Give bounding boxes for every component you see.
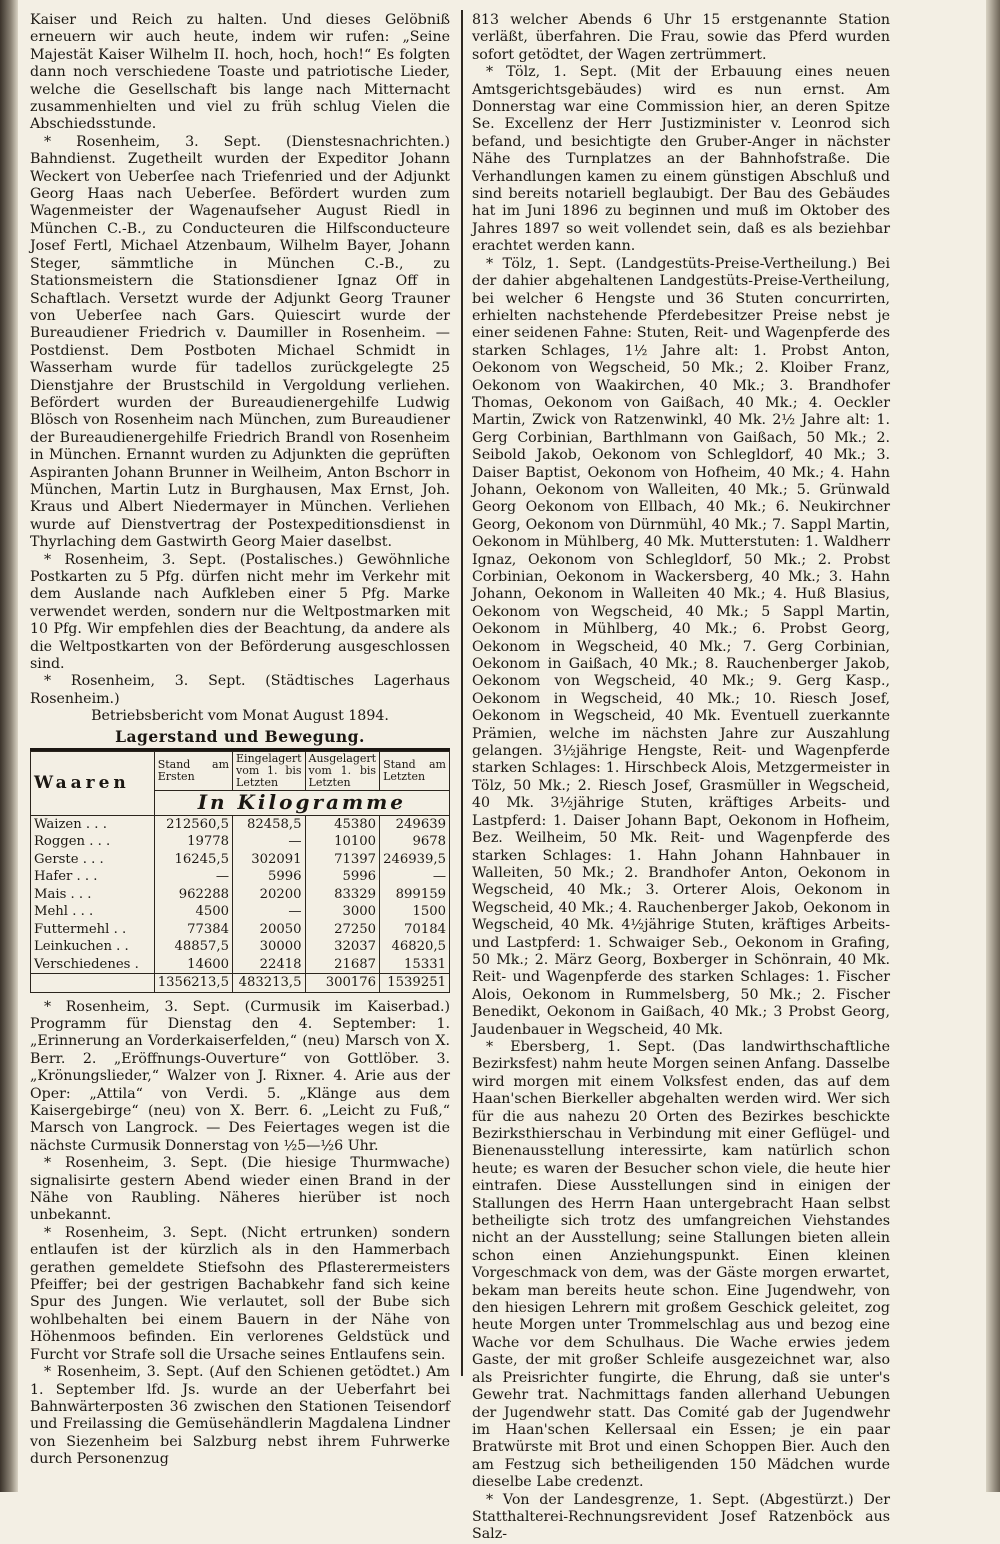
cell-out: 5996 [305,868,380,886]
cell-out: 45380 [305,815,380,833]
row-name: Futtermehl . . [31,921,155,939]
cell-in: 20050 [233,921,306,939]
cell-last: — [380,868,450,886]
total-first: 1356213,5 [154,974,232,993]
table-row [31,833,450,851]
table-total-row [31,974,450,993]
article-lagerhaus: * Rosenheim, 3. Sept. (Städtisches Lagerhaus Rosenheim.) [30,673,450,707]
total-last: 1539251 [380,974,450,993]
unit-label: In Kilogramme [154,791,449,816]
cell-first: 16245,5 [154,851,232,869]
table-row [31,868,450,886]
article-nicht-ertrunken: * Rosenheim, 3. Sept. (Nicht ertrunken) sondern entlaufen ist der kürzlich als in den Hammerbach gerathen gemeldete Stiefsohn des Pflasterermeisters Pfeiffer; bei der gestrigen Bachabkehr fand sich keine Spur des Jungen. Wie verlautet, soll der Bube sich wohlbehalten bei einem Bauern in der Nähe von Höhenmoos befinden. Ein verlorenes Geldstück und Furcht vor Strafe soll die Ursache seines Entlaufens sein. [30,1224,450,1363]
cell-first: — [154,868,232,886]
cell-first: 212560,5 [154,815,232,833]
cell-last: 46820,5 [380,938,450,956]
cell-first: 962288 [154,886,232,904]
cell-last: 899159 [380,886,450,904]
table-row [31,921,450,939]
right-column [472,12,890,1544]
cell-first: 48857,5 [154,938,232,956]
cell-in: 302091 [233,851,306,869]
bleed-through-area [30,1382,890,1412]
row-name: Mais . . . [31,886,155,904]
cell-first: 4500 [154,903,232,921]
cell-out: 21687 [305,956,380,974]
article-toelz-amtsgericht: * Tölz, 1. Sept. (Mit der Erbauung eines neuen Amtsgerichtsgebäudes) wird es nun ernst. Am Donnerstag war eine Commission hier, an deren Spitze Se. Excellenz der Herr Justizminister v. Leonrod sich befand, und besichtigte den Gruber-Anger in nächster Nähe des Turnplatzes an der Bahnhofstraße. Die Verhandlungen kamen zu einem günstigen Abschluß und sind bereits notariell beglaubigt. Der Bau des Gebäudes hat im Juni 1896 zu beginnen und muß im Oktober des Jahres 1897 so weit vollendet sein, daß es als beziehbar erachtet werden kann. [472,64,890,255]
article-thurmwache: * Rosenheim, 3. Sept. (Die hiesige Thurmwache) signalisirte gestern Abend wieder einen Brand in der Nähe von Raubling. Näheres hierüber ist noch unbekannt. [30,1155,450,1224]
cell-last: 249639 [380,815,450,833]
article-curmusik: * Rosenheim, 3. Sept. (Curmusik im Kaiserbad.) Programm für Dienstag den 4. September: 1. „Erinnerung an Vorderkaiserfelden,“ (neu) Marsch von X. Berr. 2. „Eröffnungs-Ouverture“ von Gottlöber. 3. „Krönungslieder,“ Walzer von J. Rixner. 4. Arie aus der Oper: „Attila“ von Verdi. 5. „Klänge aus dem Kaisergebirge“ (neu) von X. Berr. 6. „Leicht zu Fuß,“ Marsch von Langrock. — Des Feiertages wegen ist die nächste Curmusik Donnerstag von ½5—½6 Uhr. [30,998,450,1154]
cell-in: 22418 [233,956,306,974]
cell-out: 71397 [305,851,380,869]
cell-out: 32037 [305,938,380,956]
cell-first: 77384 [154,921,232,939]
row-name: Gerste . . . [31,851,155,869]
cell-out: 27250 [305,921,380,939]
article-ebersberg: * Ebersberg, 1. Sept. (Das landwirthschaftliche Bezirksfest) nahm heute Morgen seinen Anfang. Dasselbe wird morgen mit einem Volksfest enden, das auf dem Haan'schen Bierkeller abgehalten werden wird. Wer sich für die aus nahezu 20 Orten des Bezirkes beschickte Bezirksthierschau in Verbindung mit einer Geflügel- und Bienenausstellung interessirte, kam natürlich schon heute; es waren der Besucher schon viele, die heute hier eintrafen. Diese Ausstellungen sind in einigen der Stallungen des Herrn Haan untergebracht Haan selbst betheiligte sich trotz des umfangreichen Viehstandes nicht an der Ausstellung; seine Stallungen bieten allein schon einen Anziehungspunkt. Einen kleinen Vorgeschmack von dem, was der Gäste morgen erwartet, bekam man bereits heute schon. Eine Jugendwehr, von den hiesigen Lehrern mit großem Geschick geleitet, zog heute Morgen unter Trommelschlag aus und bezog eine Wache vor dem Schulhaus. Die Wache erwies jedem Gaste, der mit großer Schleife ausgezeichnet war, also als Preisrichter fungirte, die Ehrung, daß sie unter's Gewehr trat. Nachmittags fanden allerhand Uebungen der Jugendwehr statt. Das Comité gab der Jugendwehr im Haan'schen Kellersaal ein Essen; je ein paar Bratwürste mit Brot und einen Schoppen Bier. Auch den am Festzug sich betheiligenden 150 Mädchen wurde dieselbe Labe credenzt. [472,1038,890,1491]
stock-table [30,751,450,993]
article-dienstesnachrichten: * Rosenheim, 3. Sept. (Dienstesnachrichten.) Bahndienst. Zugetheilt wurden der Expeditor Johann Weckert von Ueberſee nach Triefenried und der Adjunkt Georg Haas nach Ueberſee. Befördert wurden zum Wagenmeister der Wagenaufseher August Riedl in München C.-B., zu Conducteuren die Hilfsconducteure Josef Fertl, Michael Atzenbaum, Wilhelm Bayer, Johann Steger, sämmtliche in München C.-B., zu Stationsmeistern die Stationsdiener Ignaz Off in Schaftlach. Versetzt wurde der Adjunkt Georg Trauner von Ueberſee nach Gars. Quiescirt wurde der Bureaudiener Friedrich v. Daumiller in Rosenheim. — Postdienst. Dem Postboten Michael Schmidt in Wasserham wurde für tadellos zurückgelegte 25 Dienstjahre der Brustschild in Vergoldung verliehen. Befördert wurden der Bureaudienergehilfe Ludwig Blösch von Rosenheim nach München, zum Bureaudiener der Bureaudienergehilfe Friedrich Brandl von Rosenheim in München. Ernannt wurden zu Adjunkten die geprüften Aspiranten Johann Brunner in Weilheim, Anton Bschorr in München, Martin Lutz in Burghausen, Max Ernst, Joh. Kraus und Albert Niedermayer in München. Verliehen wurde auf Dienstvertrag der Postexpeditionsdienst in Thyrlaching dem Gastwirth Georg Maier daselbst. [30,133,450,551]
cell-last: 70184 [380,921,450,939]
col-header-in: Eingelagert vom 1. bis Letzten [233,752,306,791]
article-landesgrenze: * Von der Landesgrenze, 1. Sept. (Abgestürzt.) Der Statthalterei-Rechnungsrevident Josef Ratzenböck aus Salz- [472,1491,890,1543]
col-header-out: Ausgelagert vom 1. bis Letzten [305,752,380,791]
cell-in: 5996 [233,868,306,886]
table-row [31,886,450,904]
cell-in: 20200 [233,886,306,904]
cell-out: 10100 [305,833,380,851]
cell-in: — [233,903,306,921]
row-name: Verschiedenes . [31,956,155,974]
row-name: Hafer . . . [31,868,155,886]
table-row [31,815,450,833]
table-row [31,851,450,869]
cell-last: 1500 [380,903,450,921]
cell-in: 30000 [233,938,306,956]
cell-last: 15331 [380,956,450,974]
page-edge-right [986,0,1000,1492]
row-name-total [31,974,155,993]
row-name: Mehl . . . [31,903,155,921]
table-row [31,956,450,974]
col-header-stand-first: Stand am Ersten [154,752,232,791]
row-name: Leinkuchen . . [31,938,155,956]
row-name: Roggen . . . [31,833,155,851]
table-header-row [31,752,450,791]
table-row [31,938,450,956]
cell-first: 19778 [154,833,232,851]
article-schienen: * Rosenheim, 3. Sept. (Auf den Schienen getödtet.) Am 1. September lfd. Js. wurde an der Ueberfahrt bei Bahnwärterposten 36 zwischen den Stationen Teisendorf und Freilassing die Gemüsehändlerin Magdalena Lindner von Siezenheim bei Salzburg nebst ihrem Fuhrwerke durch Personenzug [30,1364,450,1468]
cell-first: 14600 [154,956,232,974]
article-continuation: 813 welcher Abends 6 Uhr 15 erstgenannte Station verläßt, überfahren. Die Frau, sowie das Pferd wurden sofort getödtet, der Wagen zertrümmert. [472,12,890,63]
cell-out: 3000 [305,903,380,921]
article-postalisches: * Rosenheim, 3. Sept. (Postalisches.) Gewöhnliche Postkarten zu 5 Pfg. dürfen nicht mehr im Verkehr mit dem Auslande nach Aufkleben einer 5 Pfg. Marke verwendet werden, sondern nur die Weltpostmarken mit 10 Pfg. Wir empfehlen dies der Beachtung, da andere als die Weltpostkarten von der Beförderung ausgeschlossen sind. [30,551,450,673]
article-toelz-landgestuet: * Tölz, 1. Sept. (Landgestüts-Preise-Vertheilung.) Bei der dahier abgehaltenen Landgestüts-Preise-Vertheilung, bei welcher 6 Hengste und 36 Stuten concurrirten, erhielten nachstehende Pferdebesitzer Preise nebst je einer seidenen Fahne: Stuten, Reit- und Wagenpferde des starken Schlages, 1½ Jahre alt: 1. Probst Anton, Oekonom von Wegscheid, 50 Mk.; 2. Kloiber Franz, Oekonom von Waakirchen, 40 Mk.; 3. Brandhofer Thomas, Oekonom von Gaißach, 40 Mk.; 4. Oeckler Martin, Zwick von Ratzenwinkl, 40 Mk. 2½ Jahre alt: 1. Gerg Corbinian, Barthlmann von Gaißach, 50 Mk.; 2. Seibold Jakob, Oekonom von Schlegldorf, 40 Mk.; 3. Daiser Baptist, Oekonom von Hofheim, 40 Mk.; 4. Hahn Johann, Oekonom von Walleiten, 40 Mk.; 5. Grünwald Georg Oekonom von Ellbach, 40 Mk.; 6. Neukirchner Georg, Oekonom von Dürnmühl, 40 Mk.; 7. Sappl Martin, Oekonom in Mühlberg, 40 Mk. Mutterstuten: 1. Waldherr Ignaz, Oekonom von Schlegldorf, 50 Mk.; 2. Probst Corbinian, Oekonom in Wackersberg, 40 Mk.; 3. Hahn Johann, Oekonom in Walleiten 40 Mk.; 4. Huß Blasius, Oekonom von Wegscheid, 40 Mk.; 5 Sappl Martin, Oekonom in Mühlberg, 40 Mk.; 6. Probst Georg, Oekonom in Wegscheid, 40 Mk.; 7. Gerg Corbinian, Oekonom in Gaißach, 40 Mk.; 8. Rauchenberger Jakob, Oekonom von Wegscheid, 40 Mk.; 9. Gerg Kasp., Oekonom in Wegscheid, 40 Mk.; 10. Riesch Josef, Oekonom in Wegscheid, 40 Mk. Eventuell zuerkannte Prämien, welche im nächsten Jahre zur Auszahlung gelangen. 3½jährige Hengste, Reit- und Wagenpferde starken Schlages: 1. Hirschbeck Alois, Metzgermeister in Tölz, 50 Mk.; 2. Riesch Josef, Grasmüller in Wegscheid, 40 Mk. 3½jährige Stuten, kräftiges Arbeits- und Lastpferd: 1. Daiser Johann Bapt, Oekonom in Hofheim, Bez. Weilheim, 50 Mk. Reit- und Wagenpferde des starken Schlages: 1. Hahn Johann Hahnbauer in Walleiten, 50 Mk.; 2. Brandhofer Anton, Oekonom in Wegscheid, 40 Mk.; 3. Orterer Alois, Oekonom in Wegscheid, 40 Mk.; 4. Rauchenberger Jakob, Oekonom in Wegscheid, 40 Mk. 4½jährige Stuten, kräftiges Arbeits- und Lastpferd: 1. Schwaiger Seb., Oekonom in Grafing, 50 Mk.; 2. März Georg, Boxberger in Schönrain, 40 Mk. Reit- und Wagenpferde des starken Schlages: 1. Fischer Alois, Oekonom in Rummelsberg, 50 Mk.; 2. Fischer Benedikt, Oekonom in Gaißach, 40 Mk.; 3 Probst Georg, Jaudenbauer in Wegscheid, 40 Mk. [472,255,890,1038]
row-name: Waizen . . . [31,815,155,833]
cell-last: 246939,5 [380,851,450,869]
table-row [31,903,450,921]
page-edge-left [0,0,18,1492]
table-heading: Lagerstand und Bewegung. [115,726,365,746]
total-out: 300176 [305,974,380,993]
column-rule [461,10,463,1376]
left-column [30,12,450,1469]
cell-last: 9678 [380,833,450,851]
cell-in: 82458,5 [233,815,306,833]
article-kaiser-toast: Kaiser und Reich zu halten. Und dieses Gelöbniß erneuern wir auch heute, indem wir rufen: „Seine Majestät Kaiser Wilhelm II. hoch, hoch, hoch!“ Es folgten dann noch verschiedene Toaste und patriotische Lieder, welche die Gesellschaft bis lange nach Mitternacht zusammenhielten und viel zu früh schlug Vielen die Abschiedsstunde. [30,12,450,133]
cell-out: 83329 [305,886,380,904]
col-header-stand-last: Stand am Letzten [380,752,450,791]
report-line: Betriebsbericht vom Monat August 1894. [91,708,389,725]
total-in: 483213,5 [233,974,306,993]
cell-in: — [233,833,306,851]
col-header-waren: Waaren [31,752,155,816]
